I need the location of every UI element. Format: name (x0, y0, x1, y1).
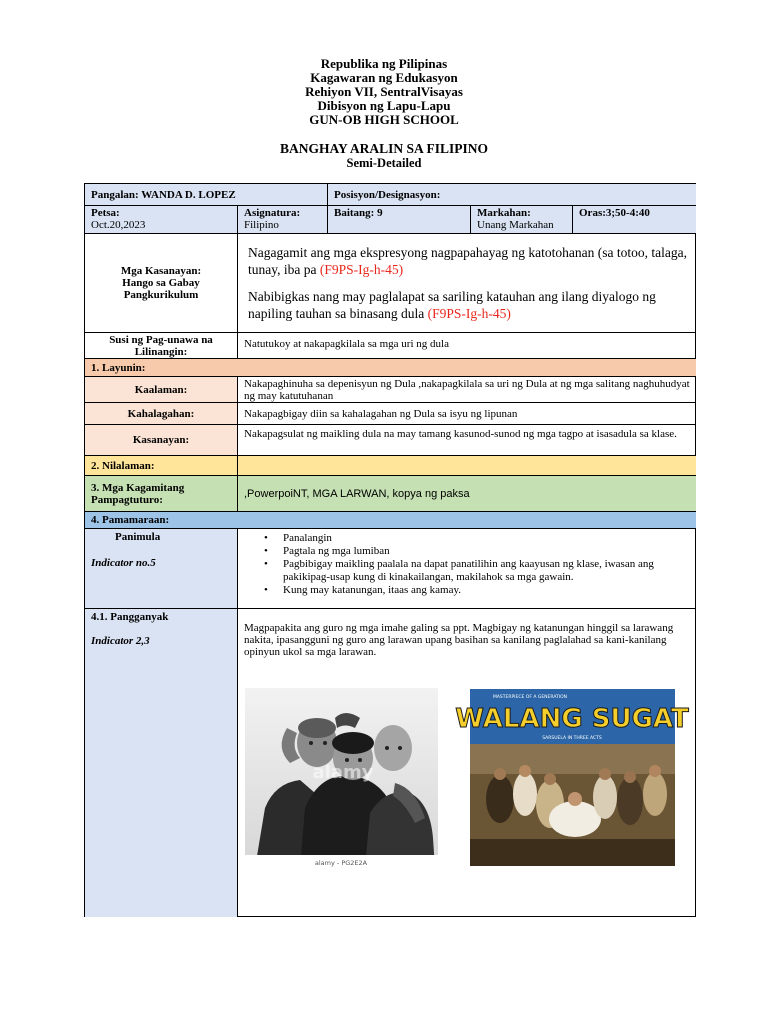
time-value: Oras:3;50-4:40 (579, 207, 650, 219)
list-item: • Panalangin (238, 532, 690, 545)
comedy-trio-photo (245, 688, 438, 868)
comedy-trio-illustration (245, 688, 438, 868)
document-title-block (0, 141, 768, 170)
photo-caption: alamy - PG2E2A (314, 859, 368, 867)
introduction-value-cell (238, 529, 696, 609)
date-cell (85, 206, 238, 234)
subject-cell (238, 206, 328, 234)
key-understanding-value-cell (238, 333, 696, 359)
competency-item (244, 288, 690, 322)
grade-cell (328, 206, 471, 234)
quarter-value: Unang Markahan (477, 219, 554, 231)
competency-code: (F9PS-Ig-h-45) (427, 306, 511, 321)
quarter-label: Markahan: (477, 207, 531, 219)
school-name: GUN-OB HIGH SCHOOL (309, 112, 459, 127)
competency-item (244, 244, 690, 278)
key-understanding-label-line: Lilinangin: (134, 345, 188, 358)
value-label: Kahalagahan: (127, 407, 195, 420)
album-subtitle: SARSUELA IN THREE ACTS (542, 736, 602, 741)
materials-label-cell (85, 476, 238, 512)
materials-value: ,PowerpoiNT, MGA LARWAN, kopya ng paksa (244, 487, 470, 500)
header-line: Kagawaran ng Edukasyon (310, 70, 458, 85)
competencies-value-cell (238, 234, 696, 333)
album-cover-illustration (455, 689, 689, 866)
name-cell (85, 184, 328, 206)
skill-value-cell (238, 425, 696, 456)
motivation-text: Magpapakita ang guro ng mga imahe galing sa ppt. Magbigay ng katanungan hinggil sa larawang nakita, ipasangguni ng guro ang larawan upang basihan sa kanilang paglalahad sa kani-kanilang opinyun ukol sa mga larawan. (244, 622, 674, 658)
introduction-indicator: Indicator no.5 (91, 557, 156, 569)
album-title: WALANG SUGAT (455, 704, 689, 734)
competency-code: (F9PS-Ig-h-45) (319, 262, 404, 277)
knowledge-value: Nakapaghinuha sa depenisyun ng Dula ,nakapagkilala sa uri ng Dula at ng mga salitang naghuhudyat ng may katutuhanan (244, 378, 690, 402)
teacher-name: Pangalan: WANDA D. LOPEZ (91, 188, 236, 201)
competencies-label-cell (85, 234, 238, 333)
competencies-label-line: Pangkurikulum (123, 289, 199, 301)
knowledge-label-cell (85, 377, 238, 403)
knowledge-label: Kaalaman: (134, 383, 188, 396)
document-subtitle: Semi-Detailed (346, 156, 422, 170)
competencies-label: Mga Kasanayan: (120, 265, 202, 277)
subject-value: Filipino (244, 219, 279, 231)
position-cell (328, 184, 696, 206)
competency-text: Nabibigkas nang may paglalapat sa sariling katauhan ang ilang diyalogo ng napiling tauhan sa binasang dula (248, 289, 656, 321)
header-line: Dibisyon ng Lapu-Lapu (317, 98, 451, 113)
list-item: • Pagtala ng mga lumiban (238, 545, 690, 558)
document-title: BANGHAY ARALIN SA FILIPINO (280, 141, 488, 156)
photo-watermark: alamy (312, 762, 374, 783)
skill-label-cell (85, 425, 238, 456)
value-value-cell (238, 403, 696, 425)
procedure-heading-row (85, 512, 696, 529)
key-understanding-value: Natutukoy at nakapagkilala sa mga uri ng dula (244, 338, 449, 350)
procedure-heading: 4. Pamamaraan: (91, 514, 170, 526)
key-understanding-label: Susi ng Pag-unawa na (109, 333, 213, 346)
skill-label: Kasanayan: (132, 434, 190, 446)
header-line: Republika ng Pilipinas (320, 56, 448, 71)
introduction-list (238, 532, 690, 597)
motivation-label-cell (85, 609, 238, 917)
album-tagline: MASTERPIECE OF A GENERATION (492, 695, 568, 700)
time-cell (573, 206, 696, 234)
objectives-heading: 1. Layunin: (91, 361, 146, 374)
skill-value: Nakapagsulat ng maikling dula na may tamang kasunod-sunod ng mga tagpo at isasadula sa klase. (244, 428, 677, 440)
walang-sugat-album-cover (455, 689, 689, 866)
knowledge-value-cell (238, 377, 696, 403)
introduction-label: Panimula (115, 531, 161, 543)
value-value: Nakapagbigay diin sa kahalagahan ng Dula sa isyu ng lipunan (244, 407, 518, 420)
competencies-label-line: Hango sa Gabay (122, 277, 200, 289)
grade-level: Baitang: 9 (334, 207, 383, 219)
objectives-heading-row (85, 359, 696, 377)
subject-label: Asignatura: (244, 207, 301, 219)
list-item: • Kung may katanungan, itaas ang kamay. (238, 584, 690, 597)
motivation-indicator: Indicator 2,3 (91, 635, 150, 647)
position-label: Posisyon/Designasyon: (334, 188, 441, 201)
materials-value-cell (238, 476, 696, 512)
competency-text: Nagagamit ang mga ekspresyong nagpapahayag ng katotohanan (sa totoo, talaga, tunay, iba pa (248, 245, 687, 277)
quarter-cell (471, 206, 573, 234)
key-understanding-label-cell (85, 333, 238, 359)
introduction-label-cell (85, 529, 238, 609)
header-line: Rehiyon VII, SentralVisayas (305, 84, 463, 99)
date-label: Petsa: (91, 207, 120, 219)
motivation-label: 4.1. Pangganyak (91, 611, 169, 623)
materials-label: 3. Mga Kagamitang (91, 481, 185, 494)
content-value-cell (238, 456, 696, 476)
school-header (0, 57, 768, 127)
list-item: • Pagbibigay maikling paalala na dapat panatilihin ang kaayusan ng klase, iwasan ang pakikipag-usap kung di kinakailangan, makilahok sa mga gawain. (238, 558, 690, 584)
content-label-cell (85, 456, 238, 476)
materials-label-line: Pampagtuturo: (91, 493, 163, 506)
lesson-plan-table (84, 183, 696, 917)
value-label-cell (85, 403, 238, 425)
date-value: Oct.20,2023 (91, 219, 146, 231)
content-heading: 2. Nilalaman: (91, 459, 155, 472)
